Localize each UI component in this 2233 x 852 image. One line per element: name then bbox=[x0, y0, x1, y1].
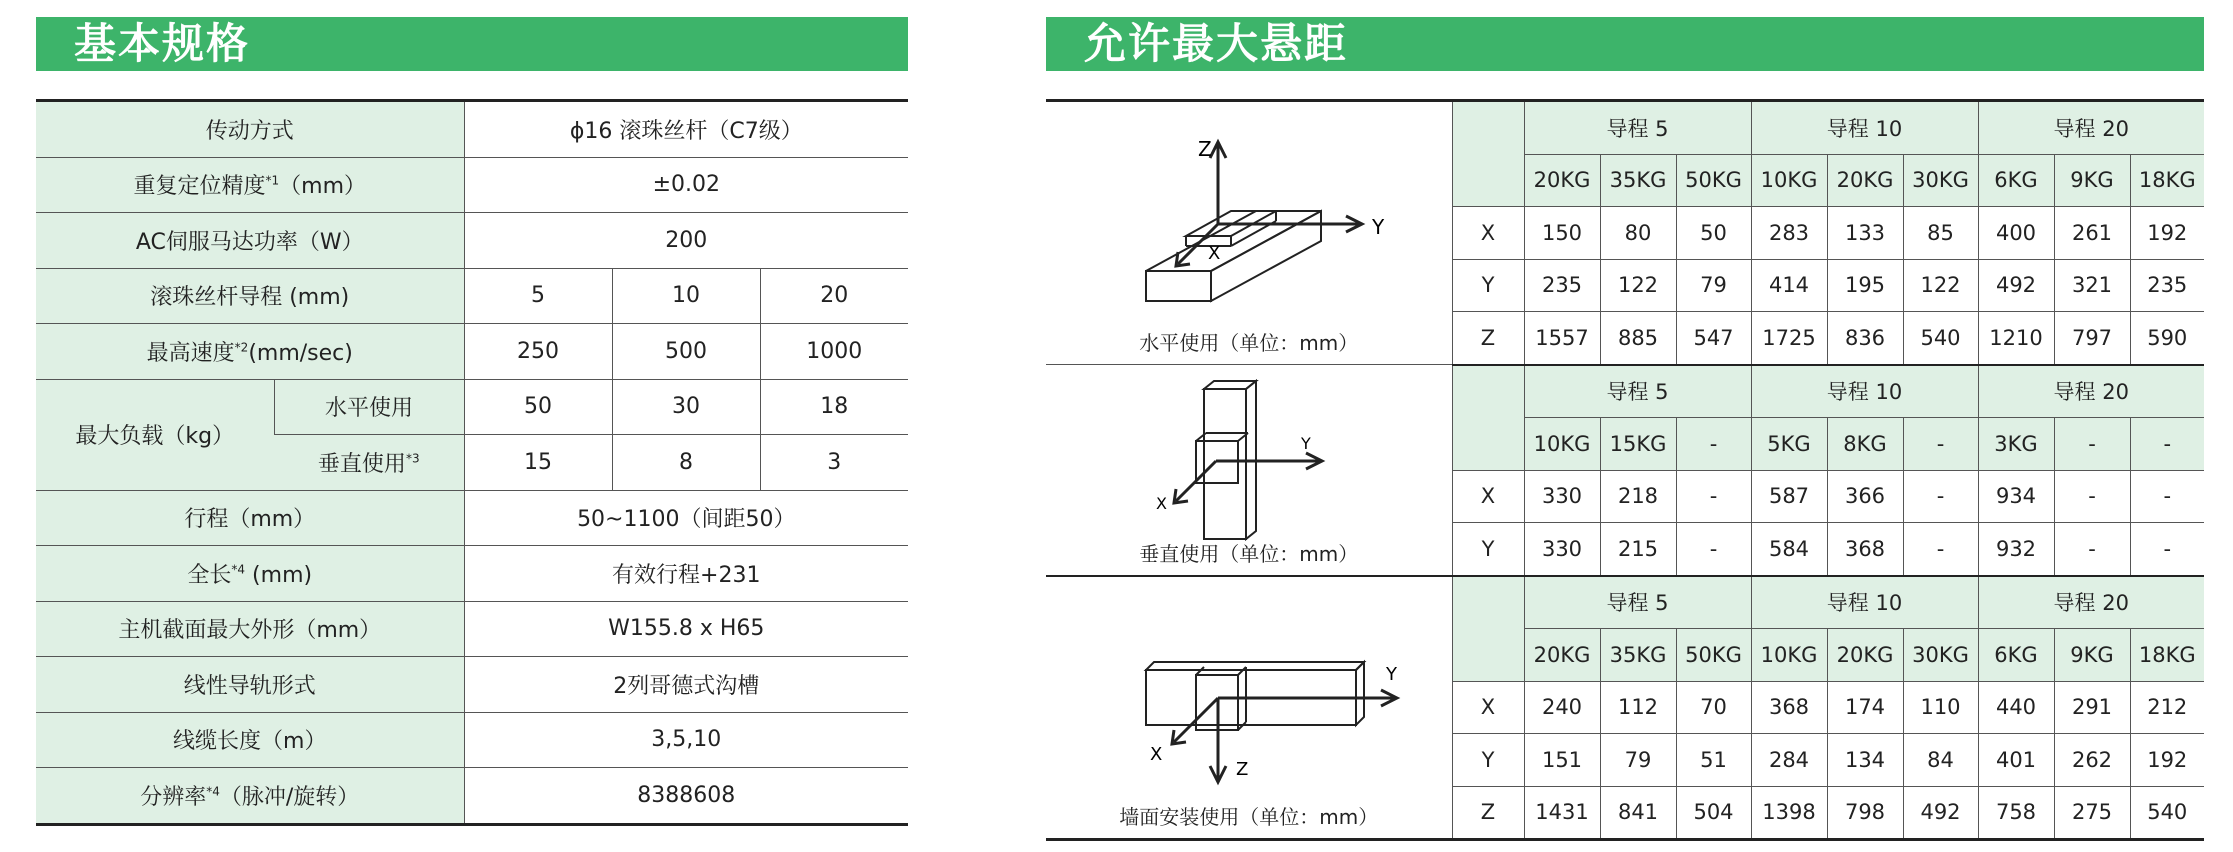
axis-label: Y bbox=[1452, 523, 1524, 576]
spec-row-total-length bbox=[36, 546, 908, 602]
cell: 414 bbox=[1751, 259, 1827, 312]
spec-row-max-speed bbox=[36, 324, 908, 380]
spec-row-lead bbox=[36, 268, 908, 324]
load-label: 35KG bbox=[1600, 629, 1676, 682]
axis-header bbox=[1452, 365, 1524, 471]
cell: 797 bbox=[2054, 312, 2130, 365]
spec-value: 5 bbox=[464, 268, 612, 324]
cell: 932 bbox=[1978, 523, 2054, 576]
spec-label: 主机截面最大外形（mm） bbox=[36, 601, 464, 657]
lead-5: 导程 5 bbox=[1524, 576, 1751, 629]
cell: - bbox=[1676, 470, 1751, 523]
wall-mount-caption: 墙面安装使用（单位：mm） bbox=[1119, 805, 1379, 829]
horizontal-caption: 水平使用（单位：mm） bbox=[1139, 331, 1359, 355]
load-label: - bbox=[2054, 418, 2130, 471]
spec-row-resolution bbox=[36, 768, 908, 825]
spec-label: 滚珠丝杆导程 (mm) bbox=[36, 268, 464, 324]
axis-label: X bbox=[1452, 207, 1524, 260]
spec-label: 线缆长度（m） bbox=[36, 712, 464, 768]
cell: - bbox=[1676, 523, 1751, 576]
spec-row-motor-power bbox=[36, 213, 908, 269]
spec-row-section bbox=[36, 601, 908, 657]
spec-sublabel: 水平使用 bbox=[274, 379, 464, 435]
load-label: 3KG bbox=[1978, 418, 2054, 471]
load-label: 10KG bbox=[1524, 418, 1600, 471]
cell: 79 bbox=[1676, 259, 1751, 312]
cell: 122 bbox=[1903, 259, 1978, 312]
cell: 368 bbox=[1827, 523, 1903, 576]
load-label: 10KG bbox=[1751, 154, 1827, 207]
axis-label: Y bbox=[1452, 734, 1524, 787]
cell: 134 bbox=[1827, 734, 1903, 787]
cell: 504 bbox=[1676, 786, 1751, 840]
spec-label: 重复定位精度$^{*1}$（mm） bbox=[36, 157, 464, 213]
cell: 547 bbox=[1676, 312, 1751, 365]
cell: 758 bbox=[1978, 786, 2054, 840]
x-axis-label: X bbox=[1156, 493, 1167, 513]
cell: 440 bbox=[1978, 681, 2054, 734]
cell: 1210 bbox=[1978, 312, 2054, 365]
axis-label: Z bbox=[1452, 786, 1524, 840]
cell: 51 bbox=[1676, 734, 1751, 787]
axis-label: X bbox=[1452, 470, 1524, 523]
cell: 366 bbox=[1827, 470, 1903, 523]
y-axis-label: Y bbox=[1301, 433, 1311, 453]
cell: 330 bbox=[1524, 470, 1600, 523]
spec-value: 30 bbox=[612, 379, 760, 435]
cell: 1557 bbox=[1524, 312, 1600, 365]
load-label: 5KG bbox=[1751, 418, 1827, 471]
spec-label: 行程（mm） bbox=[36, 490, 464, 546]
load-label: 50KG bbox=[1676, 154, 1751, 207]
load-label: 20KG bbox=[1524, 629, 1600, 682]
cell: 84 bbox=[1903, 734, 1978, 787]
load-label: - bbox=[1903, 418, 1978, 471]
spec-sublabel: 垂直使用$^{*3}$ bbox=[274, 435, 464, 491]
vertical-diagram-cell bbox=[1046, 365, 1452, 576]
cell: 934 bbox=[1978, 470, 2054, 523]
spec-value: 8388608 bbox=[464, 768, 908, 825]
cell: 151 bbox=[1524, 734, 1600, 787]
cell: - bbox=[2054, 470, 2130, 523]
load-label: - bbox=[2130, 418, 2204, 471]
lead-10: 导程 10 bbox=[1751, 576, 1978, 629]
z-axis-label: Z bbox=[1198, 137, 1212, 161]
cell: 261 bbox=[2054, 207, 2130, 260]
load-label: 30KG bbox=[1903, 154, 1978, 207]
spec-value: 1000 bbox=[760, 324, 908, 380]
cell: 150 bbox=[1524, 207, 1600, 260]
overhang-title: 允许最大悬距 bbox=[1046, 17, 2204, 71]
spec-label: 全长$^{*4}$ (mm) bbox=[36, 546, 464, 602]
cell: 492 bbox=[1978, 259, 2054, 312]
spec-value: ϕ16 滚珠丝杆（C7级） bbox=[464, 101, 908, 158]
cell: 174 bbox=[1827, 681, 1903, 734]
cell: 540 bbox=[1903, 312, 1978, 365]
y-axis-label: Y bbox=[1386, 664, 1397, 685]
cell: 284 bbox=[1751, 734, 1827, 787]
spec-label: 分辨率$^{*4}$（脉冲/旋转） bbox=[36, 768, 464, 825]
lead-header-row bbox=[1046, 365, 2204, 418]
load-label: 6KG bbox=[1978, 629, 2054, 682]
cell: - bbox=[2054, 523, 2130, 576]
load-label: 30KG bbox=[1903, 629, 1978, 682]
spec-value: 500 bbox=[612, 324, 760, 380]
axis-header bbox=[1452, 101, 1524, 207]
vertical-use-diagram bbox=[1046, 369, 1452, 549]
load-label: 20KG bbox=[1524, 154, 1600, 207]
cell: 215 bbox=[1600, 523, 1676, 576]
spec-value: 10 bbox=[612, 268, 760, 324]
spec-value: 8 bbox=[612, 435, 760, 491]
spec-row-transmission bbox=[36, 101, 908, 158]
spec-row-stroke bbox=[36, 490, 908, 546]
cell: 1431 bbox=[1524, 786, 1600, 840]
cell: 590 bbox=[2130, 312, 2204, 365]
cell: 50 bbox=[1676, 207, 1751, 260]
spec-row-cable bbox=[36, 712, 908, 768]
spec-row-repeatability bbox=[36, 157, 908, 213]
cell: 112 bbox=[1600, 681, 1676, 734]
spec-value: ±0.02 bbox=[464, 157, 908, 213]
cell: 401 bbox=[1978, 734, 2054, 787]
basic-spec-title: 基本规格 bbox=[36, 17, 908, 71]
cell: 885 bbox=[1600, 312, 1676, 365]
overhang-table bbox=[1046, 99, 2204, 841]
vertical-caption: 垂直使用（单位：mm） bbox=[1139, 541, 1359, 566]
cell: 240 bbox=[1524, 681, 1600, 734]
load-label: 6KG bbox=[1978, 154, 2054, 207]
spec-label: AC伺服马达功率（W） bbox=[36, 213, 464, 269]
cell: 192 bbox=[2130, 207, 2204, 260]
cell: 492 bbox=[1903, 786, 1978, 840]
cell: 841 bbox=[1600, 786, 1676, 840]
cell: 587 bbox=[1751, 470, 1827, 523]
cell: 218 bbox=[1600, 470, 1676, 523]
cell: 836 bbox=[1827, 312, 1903, 365]
lead-20: 导程 20 bbox=[1978, 576, 2204, 629]
cell: 235 bbox=[1524, 259, 1600, 312]
basic-spec-table bbox=[36, 99, 908, 826]
spec-value: 250 bbox=[464, 324, 612, 380]
axis-label: Y bbox=[1452, 259, 1524, 312]
horizontal-diagram-cell bbox=[1046, 101, 1452, 365]
cell: 80 bbox=[1600, 207, 1676, 260]
cell: 321 bbox=[2054, 259, 2130, 312]
load-label: 15KG bbox=[1600, 418, 1676, 471]
load-label: - bbox=[1676, 418, 1751, 471]
lead-20: 导程 20 bbox=[1978, 101, 2204, 155]
cell: 330 bbox=[1524, 523, 1600, 576]
wall-mount-diagram-cell bbox=[1046, 576, 1452, 840]
axis-label: Z bbox=[1452, 312, 1524, 365]
load-label: 20KG bbox=[1827, 154, 1903, 207]
wall-mount-diagram bbox=[1046, 580, 1452, 805]
cell: 291 bbox=[2054, 681, 2130, 734]
cell: 540 bbox=[2130, 786, 2204, 840]
spec-value: 3,5,10 bbox=[464, 712, 908, 768]
cell: 212 bbox=[2130, 681, 2204, 734]
cell: 122 bbox=[1600, 259, 1676, 312]
spec-value: W155.8 x H65 bbox=[464, 601, 908, 657]
cell: 275 bbox=[2054, 786, 2130, 840]
load-label: 8KG bbox=[1827, 418, 1903, 471]
cell: 85 bbox=[1903, 207, 1978, 260]
load-label: 10KG bbox=[1751, 629, 1827, 682]
cell: 262 bbox=[2054, 734, 2130, 787]
load-label: 35KG bbox=[1600, 154, 1676, 207]
load-label: 50KG bbox=[1676, 629, 1751, 682]
horizontal-use-diagram bbox=[1046, 106, 1452, 326]
spec-value: 2列哥德式沟槽 bbox=[464, 657, 908, 713]
x-axis-label: X bbox=[1150, 744, 1163, 765]
lead-10: 导程 10 bbox=[1751, 101, 1978, 155]
spec-label: 最高速度$^{*2}$(mm/sec) bbox=[36, 324, 464, 380]
load-label: 9KG bbox=[2054, 154, 2130, 207]
y-axis-label: Y bbox=[1372, 215, 1385, 239]
axis-header bbox=[1452, 576, 1524, 682]
spec-row-load-horizontal bbox=[36, 379, 908, 435]
cell: - bbox=[1903, 470, 1978, 523]
spec-label: 传动方式 bbox=[36, 101, 464, 158]
cell: 79 bbox=[1600, 734, 1676, 787]
spec-value: 18 bbox=[760, 379, 908, 435]
spec-label: 线性导轨形式 bbox=[36, 657, 464, 713]
load-label: 9KG bbox=[2054, 629, 2130, 682]
spec-value: 50~1100（间距50） bbox=[464, 490, 908, 546]
z-axis-label: Z bbox=[1236, 759, 1249, 780]
cell: 192 bbox=[2130, 734, 2204, 787]
spec-value: 200 bbox=[464, 213, 908, 269]
spec-value: 有效行程+231 bbox=[464, 546, 908, 602]
spec-value: 15 bbox=[464, 435, 612, 491]
x-axis-label: X bbox=[1208, 243, 1221, 264]
cell: 195 bbox=[1827, 259, 1903, 312]
cell: - bbox=[1903, 523, 1978, 576]
cell: 584 bbox=[1751, 523, 1827, 576]
spec-row-guide bbox=[36, 657, 908, 713]
cell: 133 bbox=[1827, 207, 1903, 260]
cell: 235 bbox=[2130, 259, 2204, 312]
load-label: 18KG bbox=[2130, 629, 2204, 682]
cell: - bbox=[2130, 523, 2204, 576]
cell: 1398 bbox=[1751, 786, 1827, 840]
cell: 368 bbox=[1751, 681, 1827, 734]
lead-10: 导程 10 bbox=[1751, 365, 1978, 418]
axis-label: X bbox=[1452, 681, 1524, 734]
lead-header-row bbox=[1046, 576, 2204, 629]
cell: 110 bbox=[1903, 681, 1978, 734]
lead-5: 导程 5 bbox=[1524, 365, 1751, 418]
cell: 70 bbox=[1676, 681, 1751, 734]
cell: 400 bbox=[1978, 207, 2054, 260]
cell: 798 bbox=[1827, 786, 1903, 840]
cell: 283 bbox=[1751, 207, 1827, 260]
lead-header-row bbox=[1046, 101, 2204, 155]
load-label: 20KG bbox=[1827, 629, 1903, 682]
spec-value: 20 bbox=[760, 268, 908, 324]
lead-20: 导程 20 bbox=[1978, 365, 2204, 418]
spec-label: 最大负载（kg） bbox=[36, 379, 274, 490]
spec-value: 50 bbox=[464, 379, 612, 435]
lead-5: 导程 5 bbox=[1524, 101, 1751, 155]
cell: 1725 bbox=[1751, 312, 1827, 365]
load-label: 18KG bbox=[2130, 154, 2204, 207]
spec-value: 3 bbox=[760, 435, 908, 491]
cell: - bbox=[2130, 470, 2204, 523]
